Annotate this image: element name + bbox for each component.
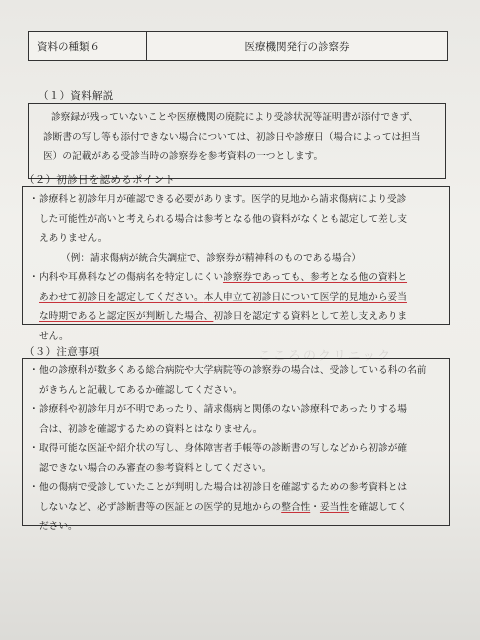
item2-line2-underlined-a: あわせて初診日を認定してください。 (39, 291, 204, 303)
document-kind-label: 資料の種類６ (29, 32, 147, 60)
section3-item2-line: 診療科や初診年月が不明であったり、請求傷病と関係のない診療科であったりする場 (39, 404, 407, 415)
item4-line2-underlined-consistency: 整合性 (281, 501, 311, 513)
bullet: ・ (29, 404, 39, 415)
section2-item1-line: えありません。 (39, 233, 108, 244)
section2-item-1 (23, 190, 449, 249)
section3-item3-line: 取得可能な医証や紹介状の写し、身体障害者手帳等の診断書の写しなどから初診が確 (39, 443, 408, 454)
section3-item1-line: 他の診療科が数多くある総合病院や大学病院等の診察券の場合は、受診している科の名前 (39, 365, 427, 376)
bullet: ・ (29, 443, 39, 454)
section3-item-4 (23, 478, 449, 537)
bullet: ・ (29, 365, 39, 376)
section1-title: （１）資料解説 (38, 90, 114, 102)
section3-item-3 (23, 439, 449, 478)
section2-title: （２）初診日を認めるポイント (24, 174, 176, 186)
item2-line3-underlined: な時期であると認定医が判断した場合、 (39, 311, 214, 322)
section3-item3-line: 認できない場合のみ審査の参考資料としてください。 (39, 462, 272, 474)
item2-line1-plain: 内科や耳鼻科などの傷病名を特定しにくい (39, 272, 224, 283)
document-title: 医療機関発行の診察券 (244, 41, 350, 53)
section3-item4-line: ださい。 (39, 521, 78, 532)
section2-item-2 (23, 268, 449, 346)
section2-item1-line: した可能性が高いと考えられる場合は参考となる他の資料がなくとも認定して差し支 (39, 213, 408, 225)
section3-item-2 (23, 400, 449, 439)
section3-item4-line: 他の傷病で受診していたことが判明した場合は初診日を確認するための参考資料とは (39, 482, 408, 493)
section1-line: 診断書の写し等も添付できない場合については、初診日や診療日（場合によっては担当 (43, 131, 421, 143)
item4-line2-tail: を確認してく (349, 501, 408, 513)
section3-item1-line: がきちんと記載してあるか確認してください。 (39, 384, 243, 396)
watermark-text: こころのクリニック (258, 349, 393, 364)
bullet: ・ (29, 482, 39, 493)
item2-line1-underlined: 診察券であっても、参考となる他の資料と (223, 272, 408, 283)
item2-line4: せん。 (39, 330, 69, 342)
section1-box (28, 103, 446, 179)
section3-title: （３）注意事項 (24, 346, 100, 358)
bullet: ・ (29, 272, 39, 283)
item4-line2-underlined-validity: 妥当性 (319, 501, 349, 513)
document-header (28, 31, 448, 61)
item4-line2-dot: ・ (310, 501, 320, 513)
section3-item-1 (23, 361, 449, 400)
section3-box (22, 358, 450, 532)
item4-line2-plain: しないなど、必ず診断書等の医証との医学的見地からの (39, 501, 282, 513)
item2-line2-underlined-b: 本人申立て初診日について医学的見地から妥当 (203, 291, 407, 303)
section2-item1-line: 診療科と初診年月が確認できる必要があります。医学的見地から請求傷病により受診 (39, 194, 407, 205)
section1-line: 診察録が残っていないことや医療機関の廃院により受診状況等証明書が添付できず、 (51, 112, 419, 123)
bullet: ・ (29, 194, 39, 205)
section2-example: （例：請求傷病が統合失調症で、診察券が精神科のものである場合） (61, 252, 362, 264)
item2-line3-plain: 初診日を認定する資料として差し支えありま (213, 311, 408, 322)
section3-item2-line: 合は、初診を確認するための資料とはなりません。 (39, 423, 263, 435)
section2-box (22, 186, 450, 342)
section1-line: 医）の記載がある受診当時の診察券を参考資料の一つとします。 (43, 151, 324, 162)
